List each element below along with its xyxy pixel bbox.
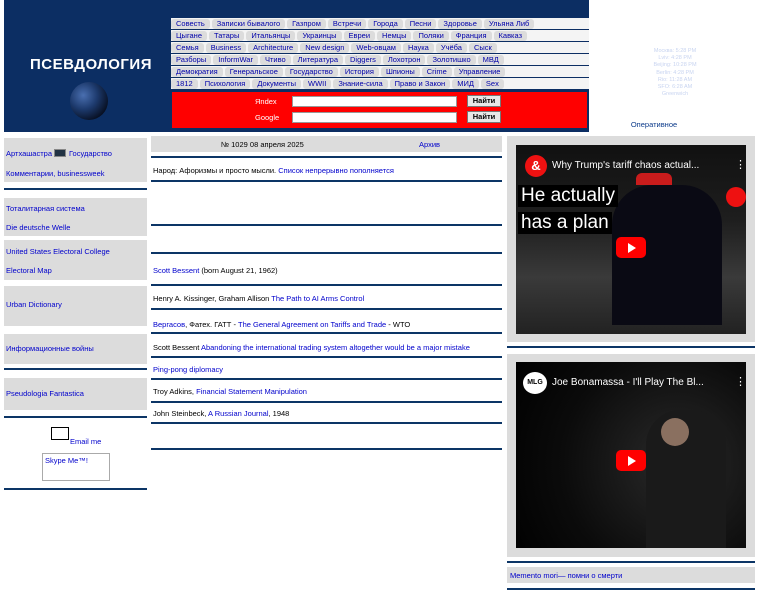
article-row — [153, 409, 289, 418]
link-electoral-map[interactable]: Electoral Map — [6, 266, 52, 275]
row-link[interactable]: Scott Bessent — [153, 266, 200, 275]
nav-link[interactable]: Наука — [403, 43, 434, 53]
row-link[interactable]: Financial Statement Manipulation — [196, 387, 307, 396]
article-row — [153, 294, 364, 303]
article-row — [153, 320, 410, 329]
nav-link[interactable]: Татары — [209, 31, 244, 41]
video-title[interactable]: Why Trump's tariff chaos actual... — [552, 160, 700, 171]
nav-link[interactable]: Сыск — [469, 43, 497, 53]
nav-row-3 — [171, 42, 499, 53]
nav-link[interactable]: Право и Закон — [390, 79, 451, 89]
nav-link[interactable]: New design — [300, 43, 349, 53]
nav-link[interactable]: Diggers — [345, 55, 381, 65]
brand-badge-icon — [726, 187, 746, 207]
google-label: Google — [255, 113, 280, 122]
nav-link[interactable]: Учёба — [436, 43, 467, 53]
nav-link[interactable]: История — [340, 67, 379, 77]
video-embed-2[interactable] — [516, 362, 746, 548]
left-box-5 — [4, 334, 147, 364]
clock-greenwich: Greenwich — [661, 91, 689, 98]
divider — [4, 368, 147, 370]
video-title[interactable]: Joe Bonamassa - I'll Play The Bl... — [552, 377, 704, 388]
clock-berlin: Berlin: 4:28 PM — [656, 69, 694, 76]
world-clock — [630, 48, 720, 98]
row-text: , Фатех. ГАТТ - — [185, 320, 239, 329]
article-row — [153, 343, 470, 352]
memento-link[interactable]: Memento mori — [510, 571, 558, 580]
nav-link[interactable]: Совесть — [171, 19, 210, 29]
row-link[interactable]: Ping-pong diplomacy — [153, 365, 224, 374]
memento-bar — [507, 567, 755, 583]
envelope-icon[interactable] — [51, 427, 69, 440]
link-pseudologia[interactable]: Pseudologia Fantastica — [6, 389, 84, 398]
video-embed-1[interactable] — [516, 145, 746, 334]
nav-link[interactable]: Управление — [454, 67, 506, 77]
link-arthashastra[interactable]: Артхашастра — [6, 149, 52, 158]
thumbnail-caption-1: He actually — [518, 185, 618, 207]
article-row — [153, 266, 278, 275]
nav-link[interactable]: Генеральское — [225, 67, 283, 77]
row-text: Troy Adkins, — [153, 387, 197, 396]
nav-link[interactable]: Здоровье — [438, 19, 481, 29]
nav-link[interactable]: Знание-сила — [333, 79, 387, 89]
nav-link[interactable]: Crime — [422, 67, 452, 77]
divider — [151, 448, 502, 450]
divider — [151, 156, 502, 158]
divider — [151, 422, 502, 424]
nav-link[interactable]: Семья — [171, 43, 204, 53]
yandex-search-input[interactable] — [292, 96, 457, 107]
nav-link[interactable]: Литература — [293, 55, 343, 65]
divider — [151, 308, 502, 310]
nav-row-4 — [171, 54, 506, 65]
archive-link[interactable]: Архив — [419, 140, 441, 149]
nav-link[interactable]: Города — [368, 19, 402, 29]
left-box-6 — [4, 378, 147, 410]
issue-number: № 1029 08 апреля 2025 — [221, 140, 304, 149]
divider — [151, 284, 502, 286]
clock-rio: Rio: 11:28 AM — [657, 76, 693, 83]
divider — [4, 488, 147, 490]
globe-icon — [70, 82, 108, 120]
nav-link[interactable]: Демократия — [171, 67, 223, 77]
nav-link[interactable]: Золотишко — [427, 55, 475, 65]
divider — [507, 561, 755, 563]
skype-widget[interactable] — [42, 453, 110, 481]
article-row — [153, 387, 307, 396]
nav-link[interactable]: Песни — [405, 19, 437, 29]
nav-link[interactable]: МВД — [478, 55, 504, 65]
link-businessweek[interactable]: Комментарии, businessweek — [6, 169, 105, 178]
nav-link[interactable]: 1812 — [171, 79, 198, 89]
article-row — [153, 365, 223, 374]
operative-link[interactable]: Оперативное — [630, 120, 678, 129]
row-text: , 1948 — [268, 409, 290, 418]
nav-link[interactable]: Евреи — [344, 31, 376, 41]
nav-link[interactable]: Итальянцы — [246, 31, 295, 41]
nav-link[interactable]: Business — [206, 43, 246, 53]
site-logo[interactable]: ПСЕВДОЛОГИЯ — [30, 56, 152, 73]
link-gosudarstvo[interactable]: Государство — [69, 149, 112, 158]
left-box-2 — [4, 198, 147, 236]
divider — [4, 188, 147, 190]
row-link[interactable]: The General Agreement on Tariffs and Trade — [238, 320, 387, 329]
divider — [151, 356, 502, 358]
nav-link[interactable]: Разборы — [171, 55, 211, 65]
video-card-2 — [507, 354, 755, 557]
divider — [151, 180, 502, 182]
row-text: Scott Bessent — [153, 343, 201, 352]
more-options-icon[interactable]: ⋮ — [735, 376, 746, 388]
link-deutsche-welle[interactable]: Die deutsche Welle — [6, 223, 71, 232]
google-search-button[interactable]: Найти — [467, 111, 501, 123]
nav-link[interactable]: Лохотрон — [383, 55, 426, 65]
divider — [507, 346, 755, 348]
row-text: Народ: Афоризмы и просто мысли. — [153, 166, 279, 175]
nav-link[interactable]: Встречи — [328, 19, 366, 29]
link-electoral-college[interactable]: United States Electoral College — [6, 247, 110, 256]
clock-moscow: Москва: 5:28 PM — [653, 48, 697, 54]
skype-link[interactable]: Skype Me™! — [45, 456, 88, 465]
google-search-input[interactable] — [292, 112, 457, 123]
divider — [151, 252, 502, 254]
nav-link[interactable]: Государство — [285, 67, 338, 77]
nav-link[interactable]: Цыгане — [171, 31, 207, 41]
memento-text: — помни о смерти — [558, 571, 623, 580]
nav-link[interactable]: Психология — [200, 79, 251, 89]
thumbnail-caption-2: has a plan — [518, 212, 612, 234]
nav-link[interactable]: Шпионы — [381, 67, 420, 77]
row-text: Henry A. Kissinger, Graham Allison — [153, 294, 272, 303]
channel-avatar[interactable]: & — [525, 155, 547, 177]
nav-link[interactable]: Записки бывалого — [212, 19, 285, 29]
issue-bar — [151, 136, 502, 152]
nav-row-2 — [171, 30, 529, 41]
search-panel — [172, 92, 587, 128]
nav-link[interactable]: Web-овцам — [351, 43, 401, 53]
yandex-search-button[interactable]: Найти — [467, 95, 501, 107]
play-button-icon[interactable] — [616, 237, 646, 258]
row-link[interactable]: Abandoning the international trading system altogether would be a major mistake — [200, 343, 470, 352]
nav-row-5 — [171, 66, 507, 77]
left-box-1 — [4, 138, 147, 182]
face-shape — [661, 418, 689, 446]
left-box-4 — [4, 286, 147, 326]
red-cap-shape — [636, 173, 672, 185]
divider — [151, 332, 502, 334]
divider — [151, 224, 502, 226]
link-totalitarian[interactable]: Тоталитарная система — [6, 204, 85, 213]
row-text: - WTO — [386, 320, 411, 329]
channel-avatar[interactable]: MLG — [523, 372, 547, 394]
row-link[interactable]: A Russian Journal — [208, 409, 269, 418]
divider — [4, 416, 147, 418]
email-link[interactable]: Email me — [70, 437, 102, 446]
row-link[interactable]: Список непрерывно пополняется — [278, 166, 394, 175]
row-link[interactable]: The Path to AI Arms Control — [271, 294, 365, 303]
nav-link[interactable]: Украинцы — [297, 31, 341, 41]
nav-row-1 — [171, 18, 536, 29]
link-urban-dictionary[interactable]: Urban Dictionary — [6, 300, 62, 309]
divider — [151, 378, 502, 380]
nav-link[interactable]: Кавказ — [494, 31, 528, 41]
yandex-label: Яndex — [255, 97, 277, 106]
left-box-3 — [4, 240, 147, 280]
divider — [151, 401, 502, 403]
divider — [507, 588, 755, 590]
video-card-1 — [507, 136, 755, 342]
more-options-icon[interactable]: ⋮ — [735, 159, 746, 171]
clock-sfo: SFO: 6:28 AM — [657, 84, 693, 91]
nav-link[interactable]: МИД — [452, 79, 479, 89]
nav-link[interactable]: Ульяна Либ — [484, 19, 534, 29]
nav-link[interactable]: Газпром — [287, 19, 326, 29]
clock-beijing: Beijing: 10:28 PM — [653, 62, 697, 69]
nav-link[interactable]: InformWar — [213, 55, 258, 65]
nav-link[interactable]: Sex — [481, 79, 504, 89]
nav-link[interactable]: Поляки — [413, 31, 448, 41]
article-row — [153, 166, 394, 175]
nav-link[interactable]: Франция — [451, 31, 492, 41]
flag-icon — [54, 149, 66, 157]
row-text: John Steinbeck, — [153, 409, 209, 418]
play-button-icon[interactable] — [616, 450, 646, 471]
nav-link[interactable]: Немцы — [377, 31, 411, 41]
clock-lviv: Lviv: 4:28 PM — [658, 55, 692, 62]
row-link[interactable]: Вергасов — [153, 320, 186, 329]
nav-link[interactable]: Architecture — [248, 43, 298, 53]
nav-link[interactable]: Чтиво — [260, 55, 291, 65]
nav-link[interactable]: Документы — [252, 79, 301, 89]
nav-link[interactable]: WWII — [303, 79, 331, 89]
link-info-wars[interactable]: Информационные войны — [6, 344, 94, 353]
nav-row-6 — [171, 78, 506, 89]
row-text: (born August 21, 1962) — [199, 266, 278, 275]
